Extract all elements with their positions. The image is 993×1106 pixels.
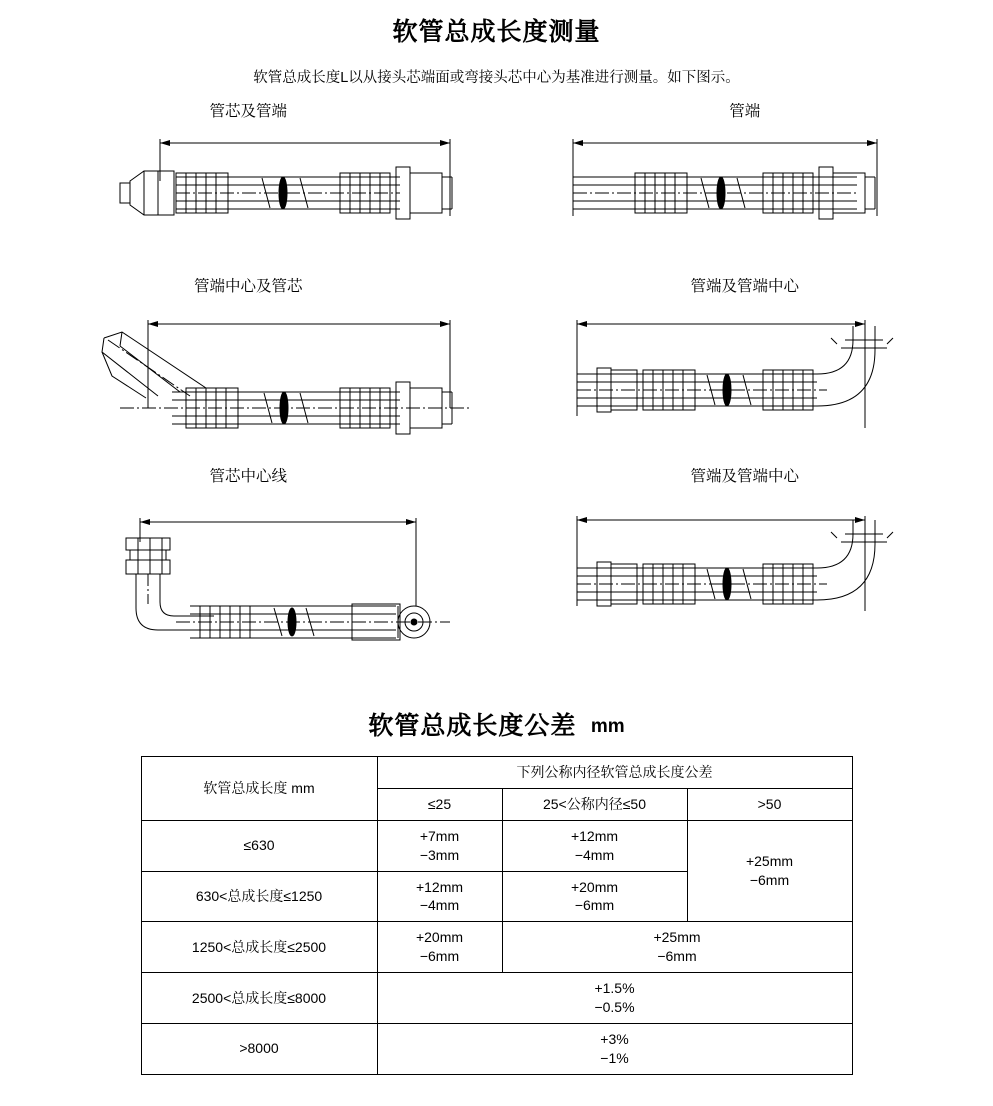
row-1-c3-lower: −6mm: [749, 872, 790, 889]
row-1-c1-upper: +7mm: [419, 827, 460, 844]
row-3-c2: [502, 922, 852, 973]
table-header-row-1: [141, 757, 852, 789]
row-1-c3: [687, 820, 852, 922]
row-1-c2-upper: +12mm: [570, 827, 619, 844]
row-2-c2-lower: −6mm: [574, 897, 615, 914]
row-4-c1-lower: −0.5%: [594, 999, 635, 1016]
figure-2: [497, 97, 993, 272]
figure-5-art: [0, 486, 497, 686]
row-3-c2-upper: +25mm: [653, 929, 701, 946]
table-row: [141, 922, 852, 973]
page-subtitle: 软管总成长度L以从接头芯端面或弯接头芯中心为基准进行测量。如下图示。: [253, 70, 740, 86]
row-4-c1: [377, 973, 852, 1024]
row-1-length: ≤630: [141, 820, 377, 871]
table-row: [141, 973, 852, 1024]
row-2-c2-upper: +20mm: [570, 878, 619, 895]
row-3-c1-upper: +20mm: [415, 929, 464, 946]
row-1-c1-lower: −3mm: [419, 846, 460, 863]
row-2-c1-upper: +12mm: [415, 878, 464, 895]
tolerance-title: 软管总成长度公差: [368, 712, 577, 740]
figure-1-art: [0, 121, 497, 296]
table-row: [141, 1023, 852, 1074]
figure-5: [0, 462, 497, 662]
figure-4-art: [497, 296, 993, 486]
row-2-c1: [377, 871, 502, 922]
figure-3-label: 管端中心及管芯: [193, 278, 303, 295]
row-3-c1: [377, 922, 502, 973]
row-4-length: 2500<总成长度≤8000: [141, 973, 377, 1024]
figure-6-label: 管端及管端中心: [690, 468, 799, 485]
figure-6: [497, 462, 993, 662]
row-5-c1-lower: −1%: [600, 1049, 629, 1066]
figure-6-art: [497, 486, 993, 686]
row-1-c2: [502, 820, 687, 871]
figure-2-label: 管端: [729, 103, 761, 120]
row-1-c2-lower: −4mm: [574, 846, 615, 863]
row-1-c3-upper: +25mm: [745, 853, 794, 870]
figure-1-label: 管芯及管端: [209, 103, 287, 120]
row-2-c1-lower: −4mm: [419, 897, 460, 914]
row-5-length: >8000: [141, 1023, 377, 1074]
row-4-c1-upper: +1.5%: [594, 980, 635, 997]
figure-1: [0, 97, 497, 272]
figure-grid: [0, 97, 993, 662]
row-1-c1: [377, 820, 502, 871]
tolerance-title-wrap: [0, 706, 993, 742]
row-3-length: 1250<总成长度≤2500: [141, 922, 377, 973]
figure-4: [497, 272, 993, 462]
header-sub-3: >50: [687, 788, 852, 820]
page-title: 软管总成长度测量: [392, 18, 601, 46]
row-5-c1-upper: +3%: [600, 1030, 629, 1047]
header-sub-2: 25<公称内径≤50: [502, 788, 687, 820]
row-2-length: 630<总成长度≤1250: [141, 871, 377, 922]
table-row: [141, 820, 852, 871]
tolerance-unit: mm: [590, 716, 625, 737]
row-3-c2-lower: −6mm: [657, 948, 697, 965]
figure-5-label: 管芯中心线: [209, 468, 287, 485]
tolerance-table: [141, 756, 853, 1075]
figure-3-art: [0, 296, 497, 486]
row-2-c2: [502, 871, 687, 922]
figure-3: [0, 272, 497, 462]
header-length-col: 软管总成长度 mm: [141, 757, 377, 821]
row-5-c1: [377, 1023, 852, 1074]
header-span: 下列公称内径软管总成长度公差: [377, 757, 852, 789]
figure-2-art: [497, 121, 993, 296]
row-3-c1-lower: −6mm: [419, 948, 460, 965]
figure-4-label: 管端及管端中心: [690, 278, 799, 295]
header-sub-1: ≤25: [377, 788, 502, 820]
